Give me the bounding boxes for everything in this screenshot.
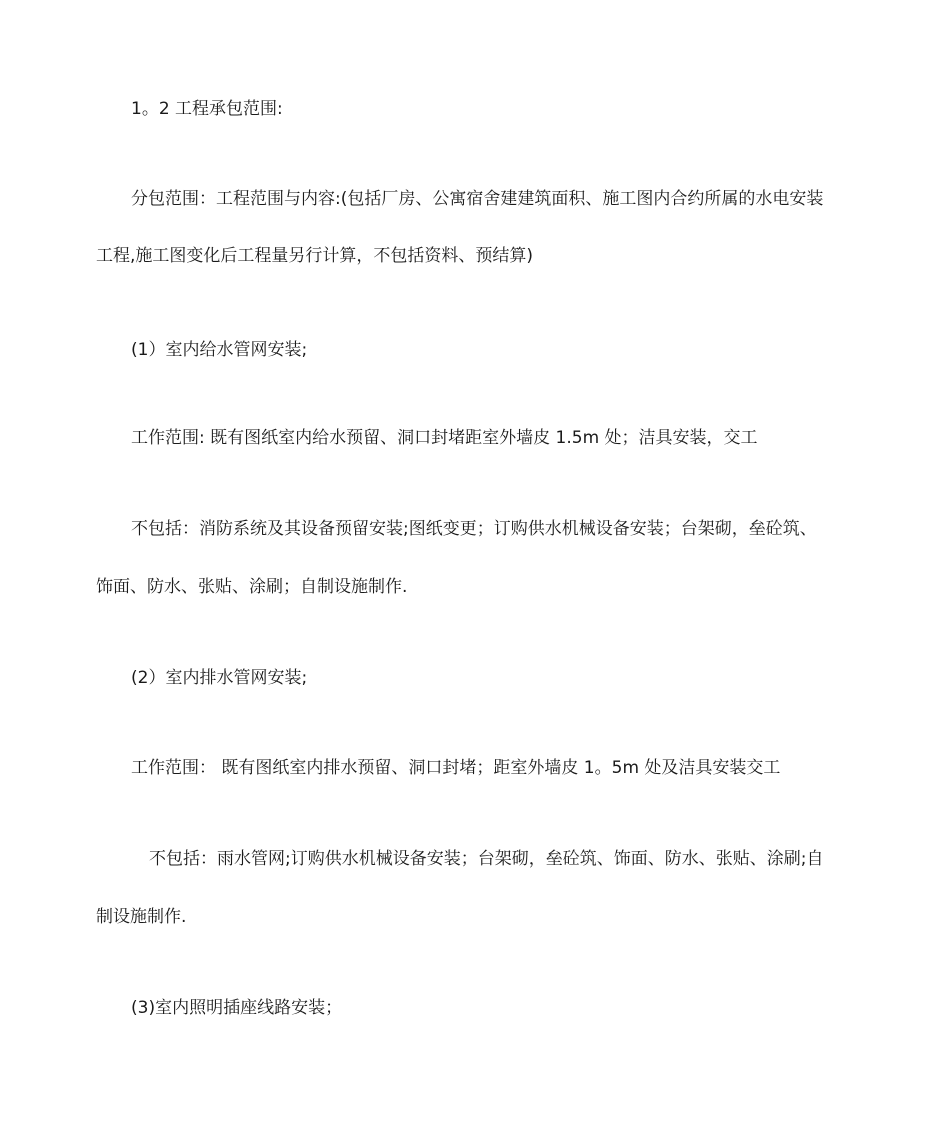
paragraph-line: 工作范围: 既有图纸室内给水预留、洞口封堵距室外墙皮 1.5m 处；洁具安装，交工 bbox=[131, 428, 758, 448]
subsection-heading: (3)室内照明插座线路安装； bbox=[131, 998, 343, 1018]
paragraph-line: 分包范围：工程范围与内容:(包括厂房、公寓宿舍建建筑面积、施工图内合约所属的水电安装 bbox=[131, 189, 824, 209]
paragraph-line: 工程,施工图变化后工程量另行计算，不包括资料、预结算) bbox=[96, 246, 534, 266]
subsection-heading: (1）室内给水管网安装; bbox=[131, 340, 308, 360]
section-heading: 1。2 工程承包范围: bbox=[131, 99, 283, 119]
paragraph-line: 不包括：消防系统及其设备预留安装;图纸变更；订购供水机械设备安装；台架砌，垒砼筑、 bbox=[131, 519, 817, 539]
paragraph-line: 制设施制作. bbox=[96, 907, 187, 927]
paragraph-line: 工作范围： 既有图纸室内排水预留、洞口封堵；距室外墙皮 1。5m 处及洁具安装交工 bbox=[131, 758, 781, 778]
paragraph-line: 不包括：雨水管网;订购供水机械设备安装；台架砌，垒砼筑、饰面、防水、张贴、涂刷;自 bbox=[149, 849, 824, 869]
paragraph-line: 饰面、防水、张贴、涂刷；自制设施制作. bbox=[96, 577, 408, 597]
subsection-heading: (2）室内排水管网安装; bbox=[131, 668, 308, 688]
